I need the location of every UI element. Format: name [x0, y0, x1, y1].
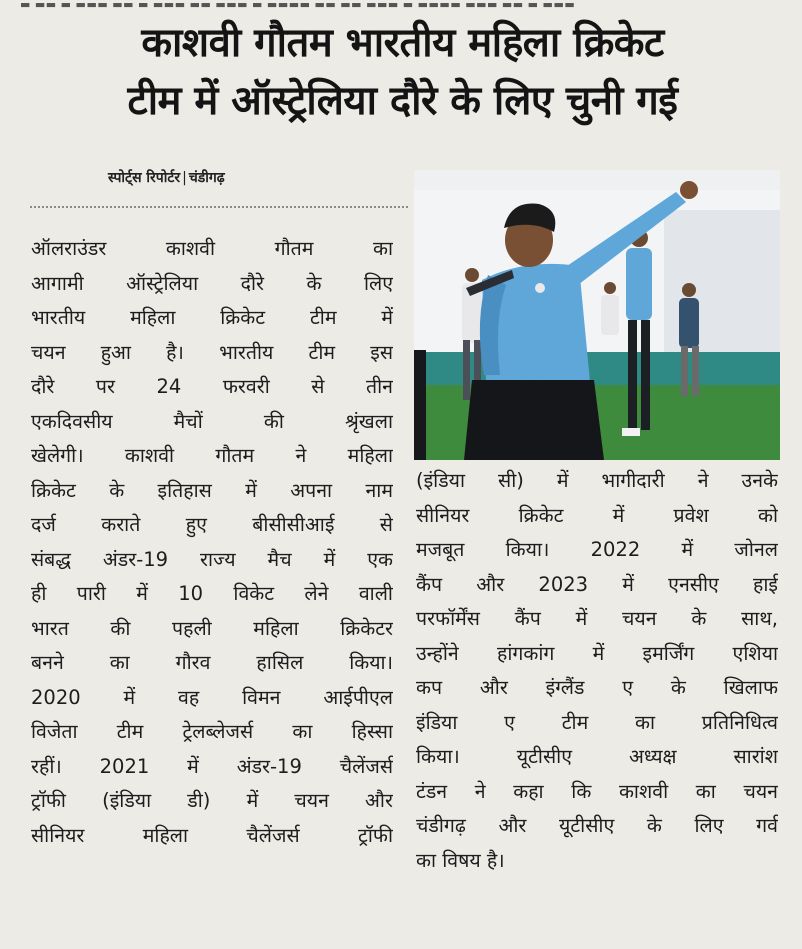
article-line: भारत की पहली महिला क्रिकेटर [31, 616, 393, 640]
article-line: चयन हुआ है। भारतीय टीम इस [31, 340, 393, 364]
article-line: ऑलराउंडर काशवी गौतम का [31, 237, 393, 260]
article-line: आगामी ऑस्ट्रेलिया दौरे के लिए [31, 271, 393, 295]
article-line: खेलेगी। काशवी गौतम ने महिला [31, 444, 393, 467]
article-line: 2020 में वह विमन आईपीएल [31, 685, 393, 709]
headline [30, 14, 775, 130]
article-line: सीनियर क्रिकेट में प्रवेश को [416, 503, 778, 527]
byline [108, 168, 225, 187]
clipped-previous-text-strip: ▬ ▬▬ ▬ ▬▬▬ ▬▬ ▬ ▬▬▬ ▬▬ ▬▬▬ ▬ ▬▬▬▬ ▬▬ ▬▬ ▬▬▬ ▬ ▬▬▬▬ ▬▬▬ ▬▬ ▬ ▬▬▬ [20, 0, 576, 11]
article-column-right [416, 464, 778, 878]
byline-reporter: स्पोर्ट्स रिपोर्टर [108, 170, 181, 186]
article-line: टंडन ने कहा कि काशवी का चयन [416, 779, 778, 803]
article-line: इंडिया ए टीम का प्रतिनिधित्व [416, 710, 778, 734]
article-column-left [31, 232, 393, 853]
article-line: भारतीय महिला क्रिकेट टीम में [31, 306, 393, 329]
article-line: ट्रॉफी (इंडिया डी) में चयन और [31, 789, 393, 812]
headline-line-2: टीम में ऑस्ट्रेलिया दौरे के लिए चुनी गई [127, 78, 678, 124]
article-line: का विषय है। [416, 848, 505, 872]
article-photo [414, 170, 780, 460]
article-line: दौरे पर 24 फरवरी से तीन [31, 375, 393, 398]
article-line: किया। यूटीसीए अध्यक्ष सारांश [416, 745, 778, 768]
article-line: रहीं। 2021 में अंडर-19 चैलेंजर्स [31, 754, 393, 778]
article-line: (इंडिया सी) में भागीदारी ने उनके [416, 469, 778, 492]
article-line: क्रिकेट के इतिहास में अपना नाम [31, 478, 393, 502]
article-line: संबद्ध अंडर-19 राज्य मैच में एक [31, 547, 393, 571]
byline-city: चंडीगढ़ [188, 170, 225, 186]
dotted-divider [30, 206, 408, 208]
article-line: एकदिवसीय मैचों की श्रृंखला [31, 409, 393, 433]
article-line: मजबूत किया। 2022 में जोनल [416, 538, 778, 561]
article-line: बनने का गौरव हासिल किया। [31, 651, 393, 674]
article-line: कप और इंग्लैंड ए के खिलाफ [416, 676, 778, 699]
photo-illustration [414, 170, 780, 460]
article-line: सीनियर महिला चैलेंजर्स ट्रॉफी [31, 823, 393, 847]
article-line: विजेता टीम ट्रेलब्लेजर्स का हिस्सा [31, 720, 393, 743]
article-line: दर्ज कराते हुए बीसीसीआई से [31, 513, 393, 536]
headline-line-1: काशवी गौतम भारतीय महिला क्रिकेट [141, 20, 664, 66]
article-line: परफॉर्मेंस कैंप में चयन के साथ, [416, 607, 778, 630]
article-line: उन्होंने हांगकांग में इमर्जिंग एशिया [416, 641, 778, 665]
byline-separator: | [182, 170, 187, 186]
article-line: कैंप और 2023 में एनसीए हाई [416, 572, 778, 596]
article-line: ही पारी में 10 विकेट लेने वाली [31, 582, 393, 605]
photo-left-edge-figure [414, 350, 426, 460]
article-line: चंडीगढ़ और यूटीसीए के लिए गर्व [416, 814, 778, 837]
